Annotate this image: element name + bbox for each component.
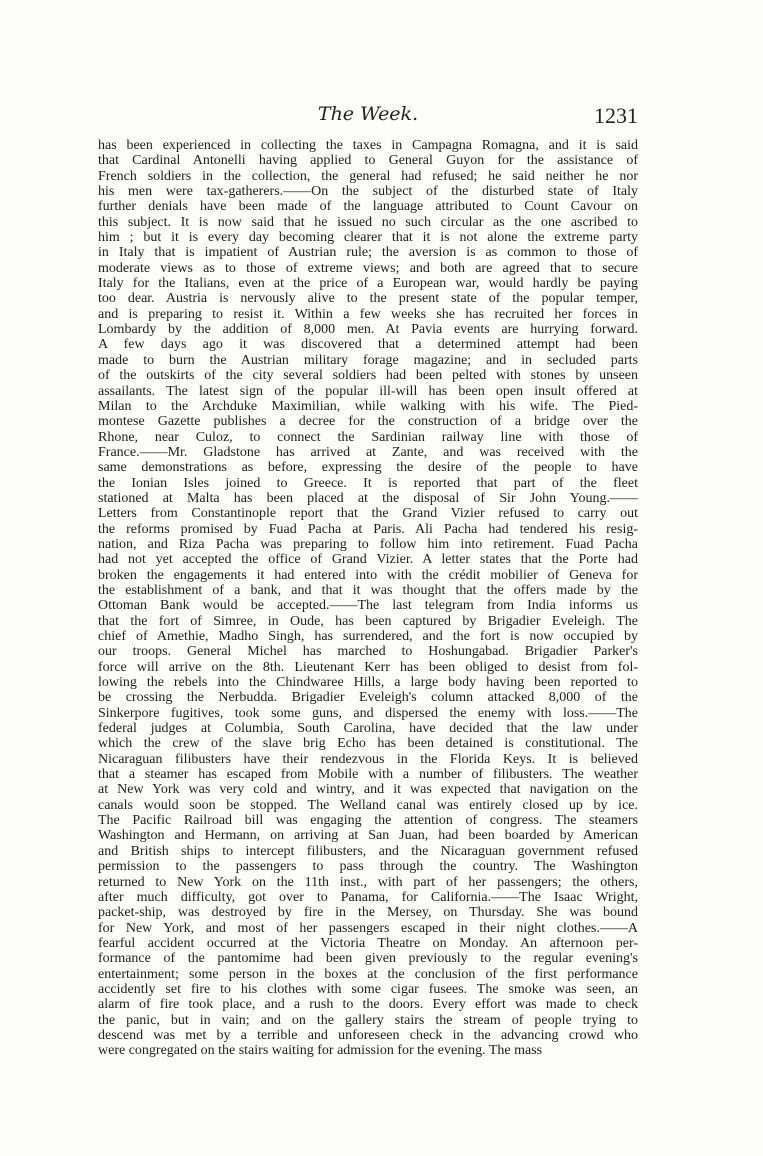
text-line: France.——Mr. Gladstone has arrived at Zante, and was received with the: [98, 444, 638, 460]
text-line: that Cardinal Antonelli having applied to General Guyon for the assistance of: [98, 153, 638, 169]
text-line: federal judges at Columbia, South Carolina, have decided that the law under: [98, 721, 638, 737]
text-line: and British ships to intercept filibusters, and the Nicaraguan government refused: [98, 843, 638, 859]
text-line: which the crew of the slave brig Echo has been detained is constitutional. The: [98, 736, 638, 752]
text-line: Lombardy by the addition of 8,000 men. At Pavia events are hurrying forward.: [98, 322, 638, 338]
text-line: alarm of fire took place, and a rush to the doors. Every effort was made to check: [98, 997, 638, 1013]
text-line: force will arrive on the 8th. Lieutenant Kerr has been obliged to desist from fol-: [98, 659, 638, 675]
text-line: Washington and Hermann, on arriving at San Juan, had been boarded by American: [98, 828, 638, 844]
article-body: [98, 138, 638, 1059]
text-line: further denials have been made of the language attributed to Count Cavour on: [98, 199, 638, 215]
text-line: that a steamer has escaped from Mobile with a number of filibusters. The weather: [98, 767, 638, 783]
text-line: Italy for the Italians, even at the price of a European war, would hardly be paying: [98, 276, 638, 292]
text-line: and is preparing to resist it. Within a few weeks she has recruited her forces in: [98, 306, 638, 322]
text-line: permission to the passengers to pass through the country. The Washington: [98, 859, 638, 875]
text-line: broken the engagements it had entered into with the crédit mobilier of Geneva for: [98, 567, 638, 583]
text-line: Rhone, near Culoz, to connect the Sardinian railway line with those of: [98, 429, 638, 445]
text-line: the reforms promised by Fuad Pacha at Paris. Ali Pacha had tendered his resig-: [98, 521, 638, 537]
text-line: formance of the pantomime had been given previously to the regular evening's: [98, 951, 638, 967]
text-line: Ottoman Bank would be accepted.——The last telegram from India informs us: [98, 598, 638, 614]
text-line: after much difficulty, got over to Panama, for California.——The Isaac Wright,: [98, 889, 638, 905]
text-line: be crossing the Nerbudda. Brigadier Eveleigh's column attacked 8,000 of the: [98, 690, 638, 706]
text-line: of the outskirts of the city several soldiers had been pelted with stones by unseen: [98, 368, 638, 384]
page-number: 1231: [594, 103, 638, 128]
text-line: the establishment of a bank, and that it was thought that the offers made by the: [98, 582, 638, 598]
text-line: canals would soon be stopped. The Welland canal was entirely closed up by ice.: [98, 797, 638, 813]
text-line: nation, and Riza Pacha was preparing to follow him into retirement. Fuad Pacha: [98, 536, 638, 552]
text-line: were congregated on the stairs waiting for admission for the evening. The mass: [98, 1043, 543, 1059]
text-line: The Pacific Railroad bill was engaging the attention of congress. The steamers: [98, 813, 638, 829]
text-line: French soldiers in the collection, the general had refused; he said neither he nor: [98, 168, 638, 184]
text-line: him ; but it is every day becoming clearer that it is not alone the extreme party: [98, 230, 638, 246]
text-line: assailants. The latest sign of the popular ill-will has been open insult offered at: [98, 383, 638, 399]
text-line: stationed at Malta has been placed at the disposal of Sir John Young.——: [98, 490, 638, 506]
text-line: the panic, but in vain; and on the gallery stairs the stream of people trying to: [98, 1012, 638, 1028]
text-line: Nicaraguan filibusters have their rendezvous in the Florida Keys. It is believed: [98, 751, 638, 767]
text-line: in Italy that is impatient of Austrian rule; the aversion is as common to those of: [98, 245, 638, 261]
text-line: his men were tax-gatherers.——On the subject of the disturbed state of Italy: [98, 184, 638, 200]
text-line: moderate views as to those of extreme views; and both are agreed that to secure: [98, 260, 638, 276]
text-line: same demonstrations as before, expressing the desire of the people to have: [98, 460, 638, 476]
text-line: fearful accident occurred at the Victoria Theatre on Monday. An afternoon per-: [98, 935, 638, 951]
text-line: descend was met by a terrible and unforeseen check in the advancing crowd who: [98, 1027, 638, 1043]
text-line: accidently set fire to his clothes with some cigar fusees. The smoke was seen, an: [98, 981, 638, 997]
text-line: that the fort of Simree, in Oude, has been captured by Brigadier Eveleigh. The: [98, 613, 638, 629]
text-line: our troops. General Michel has marched to Hoshungabad. Brigadier Parker's: [98, 644, 638, 660]
text-line: entertainment; some person in the boxes at the conclusion of the first performance: [98, 966, 638, 982]
text-line: Sinkerpore fugitives, took some guns, and dispersed the enemy with loss.——The: [98, 705, 638, 721]
text-line: for New York, and most of her passengers escaped in their night clothes.——A: [98, 920, 638, 936]
text-line: Milan to the Archduke Maximilian, while walking with his wife. The Pied-: [98, 398, 638, 414]
running-title: The Week.: [317, 103, 419, 125]
text-line: has been experienced in collecting the taxes in Campagna Romagna, and it is said: [98, 138, 638, 153]
text-line: packet-ship, was destroyed by fire in the Mersey, on Thursday. She was bound: [98, 905, 638, 921]
text-line: returned to New York on the 11th inst., with part of her passengers; the others,: [98, 874, 638, 890]
text-line: montese Gazette publishes a decree for the construction of a bridge over the: [98, 414, 638, 430]
text-line: Letters from Constantinople report that the Grand Vizier refused to carry out: [98, 506, 638, 522]
text-line: chief of Amethie, Madho Singh, has surrendered, and the fort is now occupied by: [98, 629, 638, 644]
text-line: made to burn the Austrian military forage magazine; and in secluded parts: [98, 352, 638, 368]
text-line: at New York was very cold and wintry, and it was expected that navigation on the: [98, 782, 638, 798]
page-header: [98, 103, 638, 131]
text-line: A few days ago it was discovered that a determined attempt had been: [98, 337, 638, 353]
text-line: the Ionian Isles joined to Greece. It is reported that part of the fleet: [98, 475, 638, 491]
text-line: had not yet accepted the office of Grand Vizier. A letter states that the Porte had: [98, 552, 638, 568]
text-line: this subject. It is now said that he issued no such circular as the one ascribed to: [98, 214, 638, 230]
text-line: lowing the rebels into the Chindwaree Hills, a large body having been reported to: [98, 675, 638, 691]
text-line: too dear. Austria is nervously alive to the present state of the popular temper,: [98, 291, 638, 307]
